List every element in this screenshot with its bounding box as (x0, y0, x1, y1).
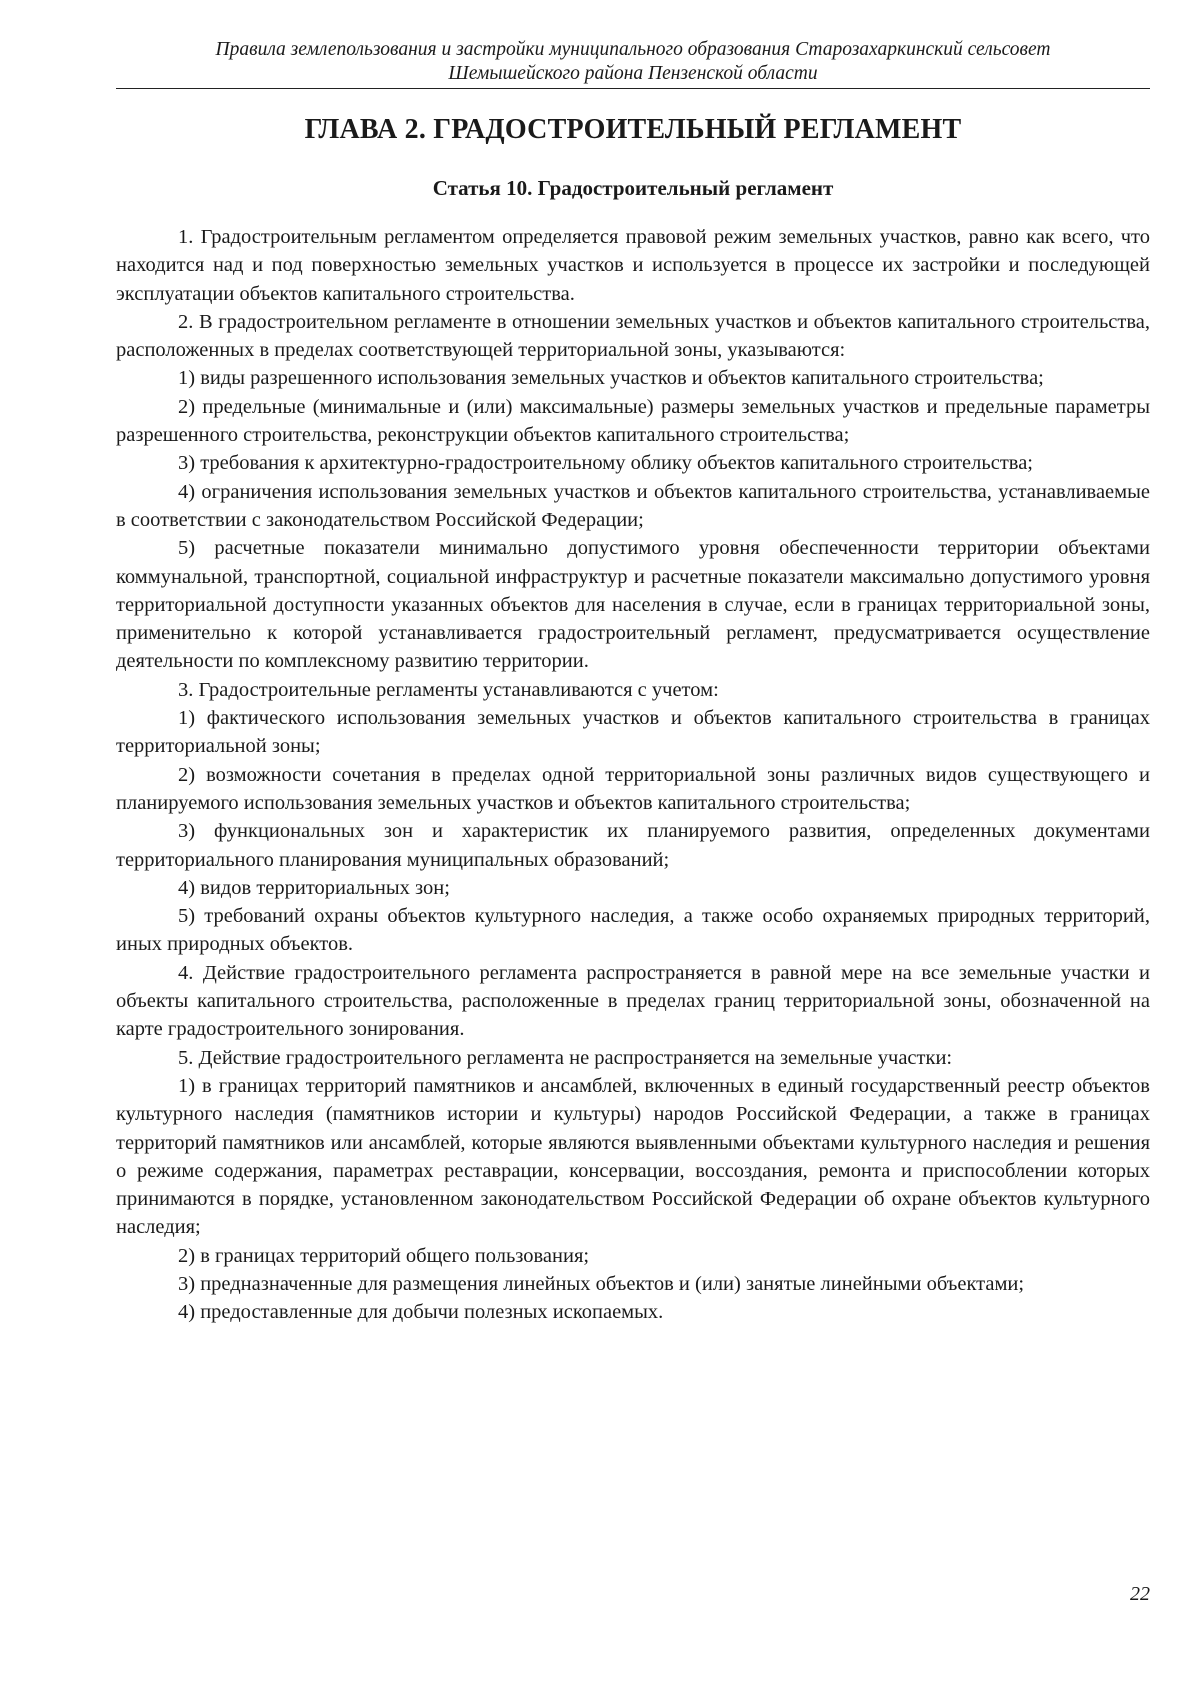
paragraph-4: 4. Действие градостроительного регламента распространяется в равной мере на все земельные участки и объекты капитального строительства, расположенные в пределах границ территориальной зоны, обозначенной на карте градостроительного зонирования. (116, 961, 1150, 1041)
article-body (116, 223, 1150, 1327)
paragraph-5: 5. Действие градостроительного регламента не распространяется на земельные участки: (178, 1046, 953, 1069)
list-item-3-3: 3) функциональных зон и характеристик их планируемого развития, определенных документами территориального планирования муниципальных образований; (116, 820, 1150, 871)
paragraph-3: 3. Градостроительные регламенты устанавливаются с учетом: (178, 678, 719, 701)
list-item-2-2: 2) предельные (минимальные и (или) максимальные) размеры земельных участков и предельные параметры разрешенного строительства, реконструкции объектов капитального строительства; (116, 395, 1150, 447)
list-item-2-4: 4) ограничения использования земельных участков и объектов капитального строительства, устанавливаемые в соответствии с законодательством Российской Федерации; (116, 480, 1150, 531)
list-item-3-2: 2) возможности сочетания в пределах одной территориальной зоны различных видов существующего и планируемого использования земельных участков и объектов капитального строительства; (116, 763, 1150, 814)
list-item-3-1: 1) фактического использования земельных участков и объектов капитального строительства в границах территориальной зоны; (116, 707, 1150, 758)
article-title: Статья 10. Градостроительный регламент (432, 176, 834, 200)
running-header-line-1: Правила землепользования и застройки муниципального образования Старозахаркинский сельсовет (215, 39, 1051, 60)
list-item-5-1: 1) в границах территорий памятников и ансамблей, включенных в единый государственный реестр объектов культурного наследия (памятников истории и культуры) народов Российской Федерации, а также в границах территорий памятников или ансамблей, которые являются выявленными объектами культурного наследия и решения о режиме содержания, параметрах реставрации, консервации, воссоздания, ремонта и приспособлении которых принимаются в порядке, установленном законодательством Российской Федерации об охране объектов культурного наследия; (116, 1074, 1150, 1239)
list-item-5-3: 3) предназначенные для размещения линейных объектов и (или) занятые линейными объектами; (178, 1272, 1025, 1295)
page-number: 22 (1130, 1583, 1150, 1605)
list-item-2-5: 5) расчетные показатели минимально допустимого уровня обеспеченности территории объектами коммунальной, транспортной, социальной инфраструктур и расчетные показатели максимально допустимого уровня территориальной доступности указанных объектов для населения в случае, если в границах территориальной зоны, применительно к которой устанавливается градостроительный регламент, предусматривается осуществление деятельности по комплексному развитию территории. (116, 537, 1150, 673)
list-item-2-3: 3) требования к архитектурно-градостроительному облику объектов капитального строительства; (178, 452, 1033, 475)
list-item-3-5: 5) требований охраны объектов культурного наследия, а также особо охраняемых природных территорий, иных природных объектов. (116, 905, 1150, 956)
document-page (116, 38, 1150, 1678)
list-item-5-2: 2) в границах территорий общего пользования; (178, 1244, 590, 1267)
running-header (116, 38, 1150, 89)
list-item-3-4: 4) видов территориальных зон; (178, 876, 450, 899)
running-header-line-2: Шемышейского района Пензенской области (448, 63, 818, 84)
list-item-2-1: 1) виды разрешенного использования земельных участков и объектов капитального строительства; (178, 367, 1044, 390)
paragraph-2: 2. В градостроительном регламенте в отношении земельных участков и объектов капитального строительства, расположенных в пределах соответствующей территориальной зоны, указываются: (116, 310, 1150, 362)
paragraph-1: 1. Градостроительным регламентом определяется правовой режим земельных участков, равно как всего, что находится над и под поверхностью земельных участков и используется в процессе их застройки и последующей эксплуатации объектов капитального строительства. (116, 226, 1150, 305)
list-item-5-4: 4) предоставленные для добычи полезных ископаемых. (178, 1301, 664, 1324)
chapter-title: ГЛАВА 2. ГРАДОСТРОИТЕЛЬНЫЙ РЕГЛАМЕНТ (304, 114, 962, 145)
